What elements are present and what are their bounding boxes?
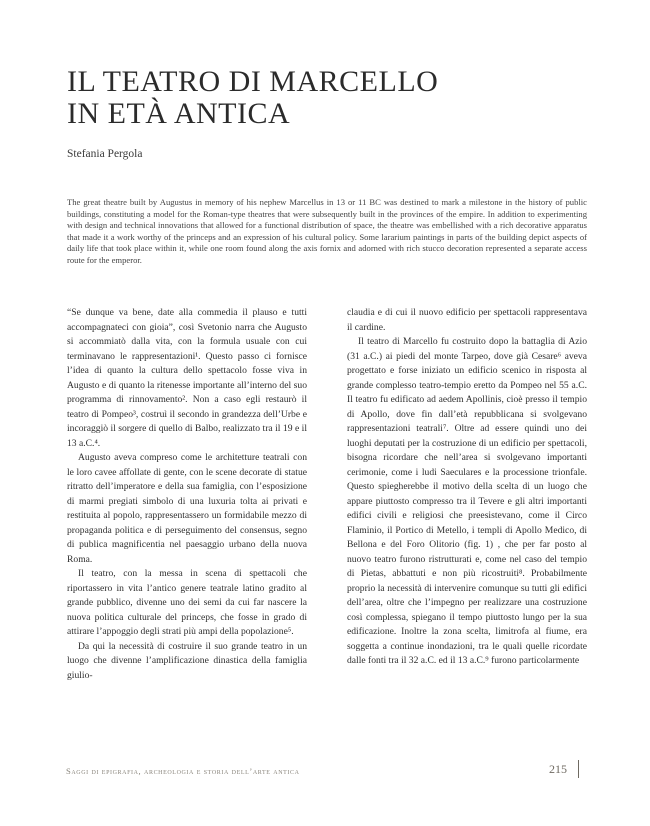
page-number-divider bbox=[578, 760, 579, 778]
series-title: Saggi di epigrafia, archeologia e storia dell’arte antica bbox=[66, 766, 300, 776]
paragraph: Il teatro, con la messa in scena di spettacoli che riportassero in vita l’antico genere teatrale latino gradito al grande pubblico, divenne uno dei semi da cui far nascere la nuova politica culturale del princeps, che fosse in grado di attirare l’appoggio degli strati più ampi della popolazione⁵. bbox=[67, 568, 307, 637]
paragraph: “Se dunque va bene, date alla commedia il plauso e tutti accompagnateci con gioia”, così Svetonio narra che Augusto si accommiatò dalla vita, con la formula usuale con cui terminavano le rappresentazioni¹. Questo passo ci fornisce l’idea di quanto la cultura dello spettacolo fosse viva in Augusto e di quanto la ritenesse importante all’interno del suo programma di rinnovamento². Non a caso egli restaurò il teatro di Pompeo³, costruì il secondo in grandezza dell’Urbe e incoraggiò il sorgere di quello di Balbo, realizzato tra il 19 e il 13 a.C.⁴. bbox=[67, 307, 307, 449]
paragraph: Il teatro di Marcello fu costruito dopo la battaglia di Azio (31 a.C.) ai piedi del monte Tarpeo, dove già Cesare⁶ aveva progettato e forse iniziato un edificio scenico in risposta al grande complesso teatro-tempio eretto da Pompeo nel 55 a.C. Il teatro fu edificato ad aedem Apollinis, cioè presso il tempio di Apollo, dove fin dall’età repubblicana si svolgevano rappresentazioni teatrali⁷. Oltre ad essere quindi uno dei luoghi deputati per la costruzione di un edificio per spettacoli, bisogna ricordare che nell’area si svolgevano importanti cerimonie, come i ludi Saeculares e la processione trionfale. Questo spiegherebbe il motivo della scelta di un luogo che appare piuttosto compresso tra il Tevere e gli altri importanti edifici civili e religiosi che preesistevano, come il Circo Flaminio, il Portico di Metello, i templi di Apollo Medico, di Bellona e del Foro Olitorio (fig. 1) , che per far posto al nuovo teatro furono ristrutturati e, come nel caso del tempio di Pietas, abbattuti e non più ricostruiti⁸. Probabilmente proprio la necessità di intervenire comunque su tutti gli edifici dell’area, oltre che l’impegno per realizzare una costruzione così complessa, spiegano il tempo piuttosto lungo per la sua edificazione. Inoltre la zona scelta, limitrofa al fiume, era soggetta a continue inondazioni, tra le quali quelle ricordate dalle fonti tra il 32 a.C. ed il 13 a.C.⁹ furono particolarmente bbox=[347, 336, 587, 666]
body-column-right bbox=[347, 306, 587, 669]
article-title bbox=[67, 66, 587, 130]
title-line-1: IL TEATRO DI MARCELLO bbox=[67, 65, 439, 98]
page-number: 215 bbox=[549, 762, 567, 776]
author-name: Stefania Pergola bbox=[67, 148, 143, 160]
abstract: The great theatre built by Augustus in memory of his nephew Marcellus in 13 or 11 BC was destined to mark a milestone in the history of public buildings, constituting a model for the Roman-type theatres that were subsequently built in the provinces of the empire. In addition to experimenting with design and technical innovations that allowed for a functional distribution of space, the theatre was embellished with a rich decorative apparatus that made it a work worthy of the princeps and an expression of his cultural policy. Some lararium paintings in parts of the building depict aspects of daily life that took place within it, while one room found along the axis fornix and adorned with rich stucco decoration represented a separate access route for the emperor. bbox=[67, 197, 587, 265]
paragraph: Augusto aveva compreso come le architetture teatrali con le loro cavee affollate di gente, con le scene decorate di statue ritratto dell’imperatore e della sua famiglia, con l’esposizione di marmi pregiati simbolo di una luxuria tolta ai privati e restituita al popolo, rappresentassero un formidabile mezzo di propaganda politica e di perseguimento del consensus, segno di publica magnificentia nel paesaggio urbano della nuova Roma. bbox=[67, 452, 307, 565]
paragraph: claudia e di cui il nuovo edificio per spettacoli rappresentava il cardine. bbox=[347, 307, 587, 333]
paragraph: Da qui la necessità di costruire il suo grande teatro in un luogo che divenne l’amplificazione dinastica della famiglia giulio- bbox=[67, 640, 307, 681]
body-column-left bbox=[67, 306, 307, 683]
title-line-2: IN ETÀ ANTICA bbox=[67, 97, 291, 130]
